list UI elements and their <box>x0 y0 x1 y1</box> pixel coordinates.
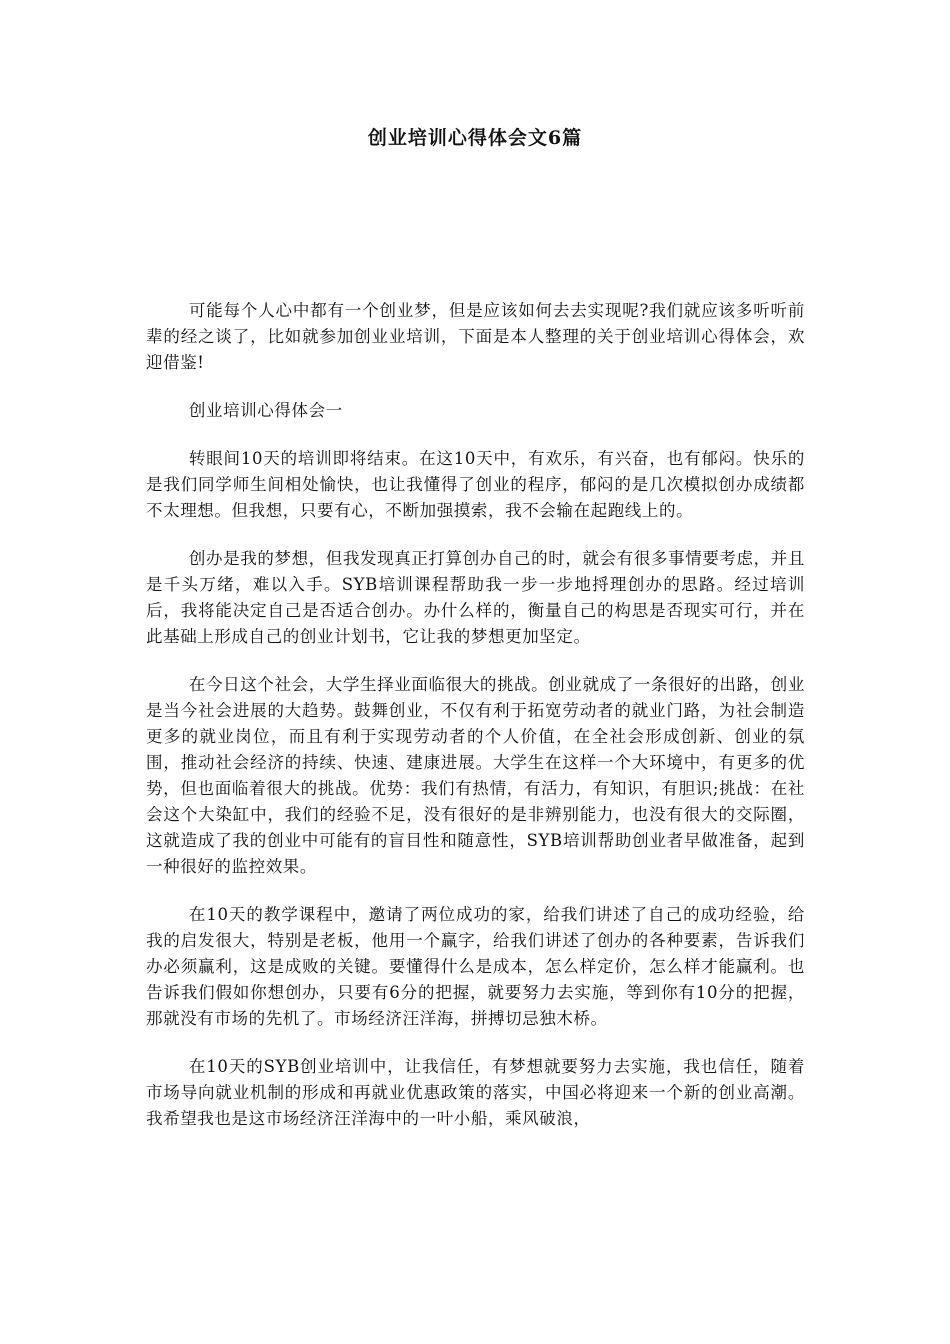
body-paragraph: 在10天的教学课程中，邀请了两位成功的家，给我们讲述了自己的成功经验，给我的启发很大，特别是老板，他用一个赢字，给我们讲述了创办的各种要素，告诉我们办必须赢利，这是成败的关键。要懂得什么是成本，怎么样定价，怎么样才能赢利。也告诉我们假如你想创办，只要有6分的把握，就要努力去实施，等到你有10分的把握，那就没有市场的先机了。市场经济汪洋海，拼搏切忌独木桥。 <box>146 905 805 1028</box>
intro-paragraph: 可能每个人心中都有一个创业梦，但是应该如何去去实现呢?我们就应该多听听前辈的经之谈了，比如就参加创业业培训，下面是本人整理的关于创业培训心得体会，欢迎借鉴! <box>146 301 805 372</box>
body-paragraph: 在10天的SYB创业培训中，让我信任，有梦想就要努力去实施，我也信任，随着市场导向就业机制的形成和再就业优惠政策的落实，中国必将迎来一个新的创业高潮。我希望我也是这市场经济汪洋海中的一叶小船，乘风破浪， <box>146 1057 805 1128</box>
body-paragraph: 创办是我的梦想，但我发现真正打算创办自己的时，就会有很多事情要考虑，并且是千头万绪，难以入手。SYB培训课程帮助我一步一步地捋理创办的思路。经过培训后，我将能决定自己是否适合创办。办什么样的，衡量自己的构思是否现实可行，并在此基础上形成自己的创业计划书，它让我的梦想更加坚定。 <box>146 549 805 646</box>
body-paragraph: 在今日这个社会，大学生择业面临很大的挑战。创业就成了一条很好的出路，创业是当今社会进展的大趋势。鼓舞创业，不仅有利于拓宽劳动者的就业门路，为社会制造更多的就业岗位，而且有利于实现劳动者的个人价值，在全社会形成创新、创业的氛围，推动社会经济的持续、快速、建康进展。大学生在这样一个大环境中，有更多的优势，但也面临着很大的挑战。优势：我们有热情，有活力，有知识，有胆识;挑战：在社会这个大染缸中，我们的经验不足，没有很好的是非辨别能力，也没有很大的交际圈，这就造成了我的创业中可能有的盲目性和随意性，SYB培训帮助创业者早做准备，起到一种很好的监控效果。 <box>146 675 805 876</box>
document-title: 创业培训心得体会文6篇 <box>367 127 583 149</box>
document-body <box>146 298 805 1154</box>
body-paragraph: 转眼间10天的培训即将结束。在这10天中，有欢乐，有兴奋，也有郁闷。快乐的是我们同学师生间相处愉快，也让我懂得了创业的程序，郁闷的是几次模拟创办成绩都不太理想。但我想，只要有心，不断加强摸索，我不会输在起跑线上的。 <box>146 449 805 520</box>
section-heading: 创业培训心得体会一 <box>188 401 343 420</box>
